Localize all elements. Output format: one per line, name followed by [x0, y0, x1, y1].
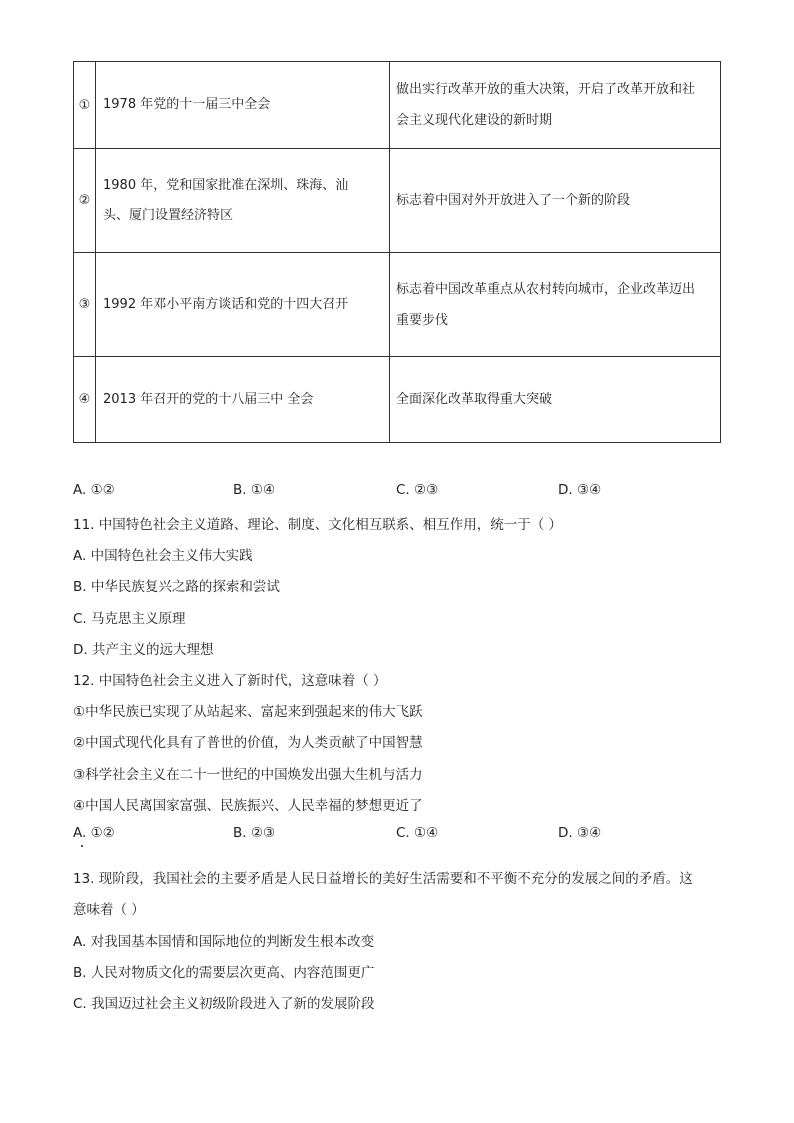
q13-option-b[interactable]: B. 人民对物质文化的需要层次更高、内容范围更广: [73, 965, 375, 981]
option-b[interactable]: B. ②③: [233, 825, 276, 841]
table-row: [74, 357, 721, 443]
events-table: [73, 61, 721, 443]
significance-cell: 标志着中国对外开放进入了一个新的阶段: [390, 149, 721, 253]
stray-dot: [81, 845, 83, 847]
q12-statement-2: ②中国式现代化具有了普世的价值，为人类贡献了中国智慧: [73, 735, 423, 751]
q11-option-c[interactable]: C. 马克思主义原理: [73, 611, 186, 627]
q11-option-d[interactable]: D. 共产主义的远大理想: [73, 642, 214, 658]
significance-cell: [390, 62, 721, 149]
option-b[interactable]: B. ①④: [233, 482, 276, 498]
significance-line: 标志着中国改革重点从农村转向城市，企业改革迈出: [396, 281, 696, 297]
row-number: ①: [74, 62, 96, 149]
event-line: 头、厦门设置经济特区: [103, 207, 234, 223]
option-a[interactable]: A. ①②: [73, 825, 115, 841]
option-d[interactable]: D. ③④: [558, 482, 602, 498]
event-cell: [96, 149, 390, 253]
q13-option-a[interactable]: A. 对我国基本国情和国际地位的判断发生根本改变: [73, 934, 375, 950]
event-cell: 1992 年邓小平南方谈话和党的十四大召开: [96, 253, 390, 357]
q12-stem: 12. 中国特色社会主义进入了新时代，这意味着（ ）: [73, 673, 387, 689]
significance-cell: [390, 253, 721, 357]
significance-line: 重要步伐: [396, 312, 449, 328]
table-row: [74, 62, 721, 149]
q12-statement-3: ③科学社会主义在二十一世纪的中国焕发出强大生机与活力: [73, 767, 423, 783]
event-cell: 2013 年召开的党的十八届三中 全会: [96, 357, 390, 443]
q11-stem: 11. 中国特色社会主义道路、理论、制度、文化相互联系、相互作用，统一于（ ）: [73, 517, 563, 533]
q12-statement-4: ④中国人民离国家富强、民族振兴、人民幸福的梦想更近了: [73, 798, 423, 814]
q13-option-c[interactable]: C. 我国迈过社会主义初级阶段进入了新的发展阶段: [73, 996, 375, 1012]
q11-option-a[interactable]: A. 中国特色社会主义伟大实践: [73, 548, 253, 564]
row-number: ④: [74, 357, 96, 443]
significance-line: 做出实行改革开放的重大决策，开启了改革开放和社: [396, 82, 696, 97]
option-c[interactable]: C. ①④: [396, 825, 439, 841]
event-line: 1980 年，党和国家批准在深圳、珠海、汕: [103, 177, 349, 193]
option-a[interactable]: A. ①②: [73, 482, 115, 498]
row-number: ③: [74, 253, 96, 357]
significance-cell: 全面深化改革取得重大突破: [390, 357, 721, 443]
q13-stem-line-1: 13. 现阶段，我国社会的主要矛盾是人民日益增长的美好生活需要和不平衡不充分的发展之间的矛盾。这: [73, 871, 693, 887]
q12-statement-1: ①中华民族已实现了从站起来、富起来到强起来的伟大飞跃: [73, 704, 423, 720]
row-number: ②: [74, 149, 96, 253]
table-row: [74, 149, 721, 253]
option-d[interactable]: D. ③④: [558, 825, 602, 841]
event-cell: 1978 年党的十一届三中全会: [96, 62, 390, 149]
table-row: [74, 253, 721, 357]
q11-option-b[interactable]: B. 中华民族复兴之路的探索和尝试: [73, 579, 280, 595]
option-c[interactable]: C. ②③: [396, 482, 439, 498]
q13-stem-line-2: 意味着（ ）: [73, 902, 145, 918]
significance-line: 会主义现代化建设的新时期: [396, 113, 553, 128]
